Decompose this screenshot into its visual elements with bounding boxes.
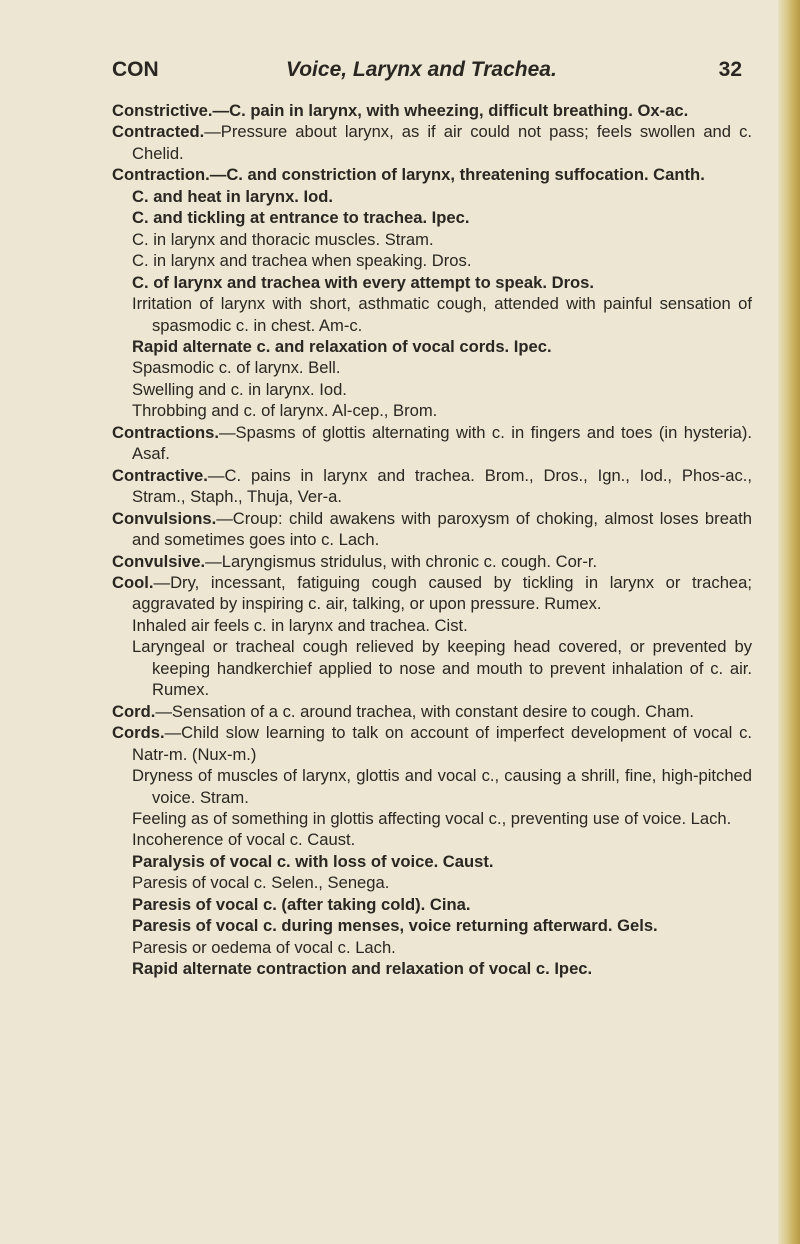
sub-entry-paragraph <box>112 894 752 915</box>
entry-text: Rapid alternate contraction and relaxation of vocal c. Ipec. <box>132 959 593 979</box>
entry-text: Incoherence of vocal c. Caust. <box>132 830 356 850</box>
page-number: 32 <box>718 58 742 81</box>
dictionary-entries <box>112 100 752 980</box>
entry-text: —Sensation of a c. around trachea, with constant desire to cough. Cham. <box>155 701 695 721</box>
entry-text: Feeling as of something in glottis affecting vocal c., preventing use of voice. Lach. <box>132 808 732 828</box>
entry-text: C. and tickling at entrance to trachea. Ipec. <box>132 208 470 228</box>
sub-entry-paragraph <box>112 207 752 228</box>
entry-paragraph <box>112 164 752 185</box>
entry-paragraph <box>112 551 752 572</box>
entry-headword: Convulsions. <box>112 508 217 528</box>
entry-text: —Dry, incessant, fatiguing cough caused by tickling in larynx or trachea; aggravated by inspiring c. air, talking, or upon pressure. Rumex. <box>132 572 752 614</box>
entry-text: —Pressure about larynx, as if air could not pass; feels swollen and c. Chelid. <box>132 122 752 163</box>
entry-paragraph <box>112 572 752 615</box>
entry-paragraph <box>112 121 752 164</box>
entry-paragraph <box>112 100 752 121</box>
entry-text: —Spasms of glottis alternating with c. in fingers and toes (in hysteria). Asaf. <box>132 422 752 464</box>
sub-entry-paragraph <box>112 229 752 250</box>
header-section-title: Voice, Larynx and Trachea. <box>286 58 557 81</box>
sub-entry-paragraph <box>112 937 752 958</box>
entry-text: —Laryngismus stridulus, with chronic c. cough. Cor-r. <box>205 551 598 571</box>
sub-entry-paragraph <box>112 765 752 808</box>
entry-text: —C. pains in larynx and trachea. Brom., Dros., Ign., Iod., Phos-ac., Stram., Staph., Thuja, Ver-a. <box>132 465 752 507</box>
entry-text: Paresis of vocal c. during menses, voice returning afterward. Gels. <box>132 916 658 936</box>
sub-entry-paragraph <box>112 808 752 829</box>
entry-text: Spasmodic c. of larynx. Bell. <box>132 358 341 378</box>
entry-text: Paralysis of vocal c. with loss of voice. Caust. <box>132 851 494 871</box>
sub-entry-paragraph <box>112 379 752 400</box>
entry-headword: Contracted. <box>112 122 205 142</box>
entry-text: Dryness of muscles of larynx, glottis and vocal c., causing a shrill, fine, high-pitched voice. Stram. <box>132 766 752 807</box>
running-header <box>112 58 744 88</box>
entry-paragraph <box>112 465 752 508</box>
entry-text: Paresis or oedema of vocal c. Lach. <box>132 937 396 957</box>
entry-paragraph <box>112 701 752 722</box>
entry-headword: Cords. <box>112 723 165 743</box>
entry-text: Laryngeal or tracheal cough relieved by keeping head covered, or prevented by keeping handkerchief applied to nose and mouth to prevent inhalation of c. air. Rumex. <box>132 637 752 700</box>
sub-entry-paragraph <box>112 272 752 293</box>
entry-text: C. in larynx and thoracic muscles. Stram. <box>132 229 434 249</box>
entry-text: Swelling and c. in larynx. Iod. <box>132 379 347 399</box>
sub-entry-paragraph <box>112 958 752 979</box>
entry-text: Inhaled air feels c. in larynx and trachea. Cist. <box>132 615 468 635</box>
header-guide-word: CON <box>112 58 159 81</box>
sub-entry-paragraph <box>112 829 752 850</box>
entry-text: C. and heat in larynx. Iod. <box>132 186 334 206</box>
sub-entry-paragraph <box>112 186 752 207</box>
entry-headword: Cool. <box>112 572 154 592</box>
entry-headword: Constrictive. <box>112 101 213 120</box>
entry-headword: Convulsive. <box>112 551 206 571</box>
sub-entry-paragraph <box>112 615 752 636</box>
entry-paragraph <box>112 422 752 465</box>
sub-entry-paragraph <box>112 400 752 421</box>
entry-text: —Croup: child awakens with paroxysm of choking, almost loses breath and sometimes goes into c. Lach. <box>132 508 752 550</box>
entry-text: Irritation of larynx with short, asthmatic cough, attended with painful sensation of spasmodic c. in chest. Am-c. <box>132 294 752 335</box>
sub-entry-paragraph <box>112 915 752 936</box>
page-edge <box>778 0 800 1244</box>
sub-entry-paragraph <box>112 872 752 893</box>
entry-paragraph <box>112 722 752 765</box>
entry-headword: Contractions. <box>112 422 219 442</box>
entry-text: —C. pain in larynx, with wheezing, difficult breathing. Ox-ac. <box>212 101 689 120</box>
entry-headword: Contraction. <box>112 165 210 185</box>
sub-entry-paragraph <box>112 636 752 700</box>
entry-text: Paresis of vocal c. (after taking cold). Cina. <box>132 894 471 914</box>
entry-headword: Contractive. <box>112 465 208 485</box>
entry-headword: Cord. <box>112 701 156 721</box>
entry-text: C. of larynx and trachea with every attempt to speak. Dros. <box>132 272 594 292</box>
entry-text: —C. and constriction of larynx, threatening suffocation. Canth. <box>209 165 705 185</box>
sub-entry-paragraph <box>112 250 752 271</box>
sub-entry-paragraph <box>112 336 752 357</box>
entry-text: Rapid alternate c. and relaxation of vocal cords. Ipec. <box>132 336 552 356</box>
sub-entry-paragraph <box>112 851 752 872</box>
entry-text: C. in larynx and trachea when speaking. Dros. <box>132 251 472 271</box>
entry-text: —Child slow learning to talk on account of imperfect development of vocal c. Natr-m. (Nux-m.) <box>132 723 752 764</box>
sub-entry-paragraph <box>112 293 752 336</box>
entry-text: Throbbing and c. of larynx. Al-cep., Brom. <box>132 401 438 421</box>
entry-text: Paresis of vocal c. Selen., Senega. <box>132 873 390 893</box>
entry-paragraph <box>112 508 752 551</box>
sub-entry-paragraph <box>112 357 752 378</box>
